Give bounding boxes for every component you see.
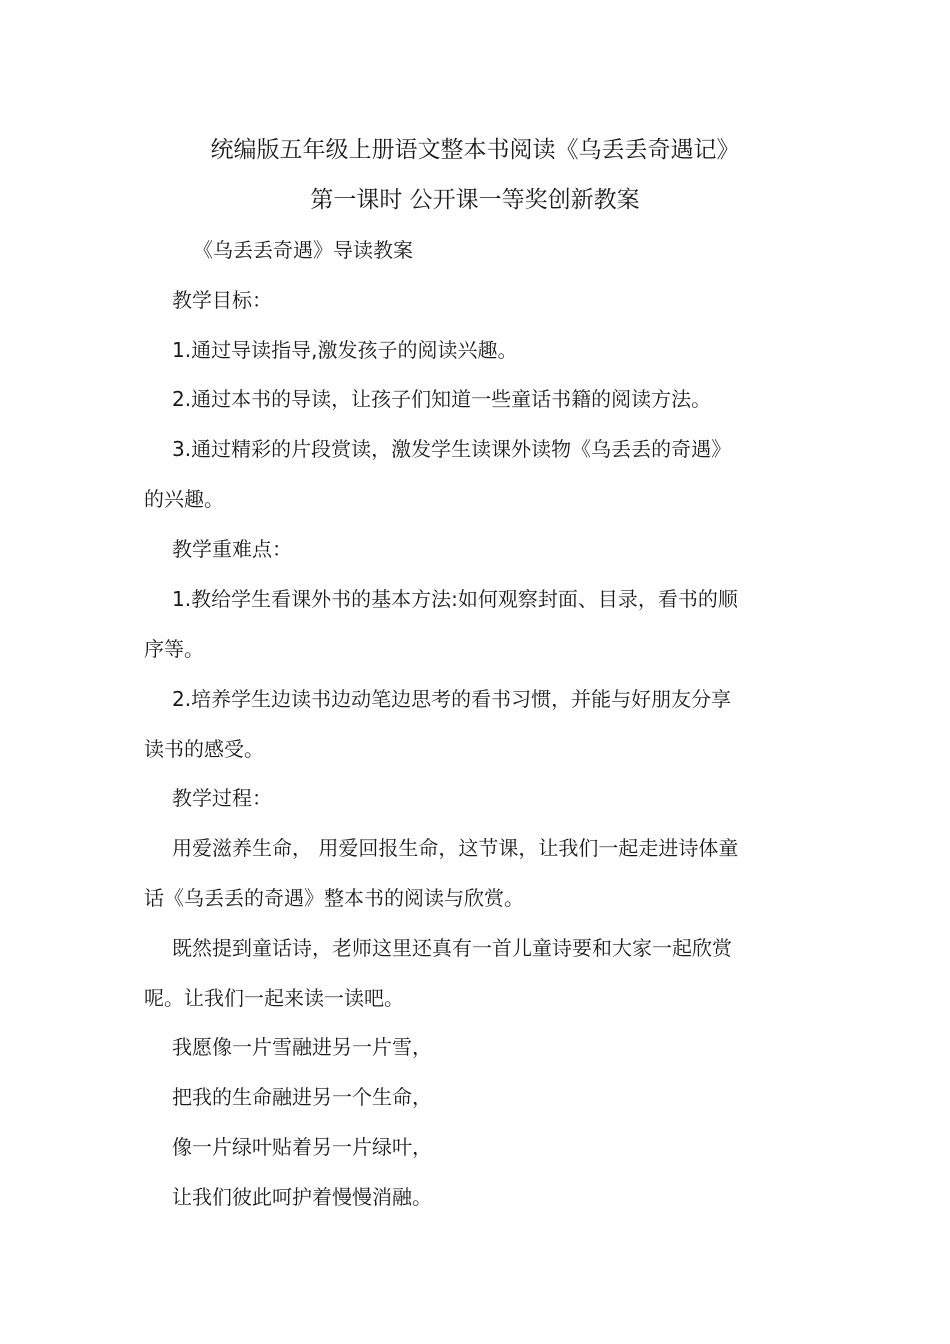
keypoint-2-line-2: 读书的感受。 xyxy=(144,737,264,761)
poem-line-3: 像一片绿叶贴着另一片绿叶， xyxy=(172,1135,432,1159)
objective-3-line-2: 的兴趣。 xyxy=(144,487,224,511)
poem-line-2: 把我的生命融进另一个生命， xyxy=(172,1085,432,1109)
keypoint-1-line-2: 序等。 xyxy=(144,637,204,661)
objective-1: 1.通过导读指导,激发孩子的阅读兴趣。 xyxy=(172,338,518,362)
document-title-line-2: 第一课时 公开课一等奖创新教案 xyxy=(310,187,640,213)
objective-2: 2.通过本书的导读，让孩子们知道一些童话书籍的阅读方法。 xyxy=(172,387,712,411)
keypoint-2-line-1: 2.培养学生边读书边动笔边思考的看书习惯，并能与好朋友分享 xyxy=(172,687,732,711)
paragraph-2-line-1: 既然提到童话诗，老师这里还真有一首儿童诗要和大家一起欣赏 xyxy=(172,936,732,960)
objectives-heading: 教学目标： xyxy=(172,288,272,312)
paragraph-1-line-1: 用爱滋养生命， 用爱回报生命，这节课，让我们一起走进诗体童 xyxy=(172,836,739,860)
keypoint-1-line-1: 1.教给学生看课外书的基本方法:如何观察封面、目录，看书的顺 xyxy=(172,587,738,611)
paragraph-2-line-2: 呢。让我们一起来读一读吧。 xyxy=(144,986,404,1010)
document-subtitle: 《乌丢丢奇遇》导读教案 xyxy=(193,238,413,262)
objective-3-line-1: 3.通过精彩的片段赏读，激发学生读课外读物《乌丢丢的奇遇》 xyxy=(172,437,732,461)
poem-line-1: 我愿像一片雪融进另一片雪， xyxy=(172,1035,432,1059)
poem-line-4: 让我们彼此呵护着慢慢消融。 xyxy=(172,1185,432,1209)
keypoints-heading: 教学重难点： xyxy=(172,537,292,561)
paragraph-1-line-2: 话《乌丢丢的奇遇》整本书的阅读与欣赏。 xyxy=(144,886,524,910)
process-heading: 教学过程： xyxy=(172,786,272,810)
document-title-line-1: 统编版五年级上册语文整本书阅读《乌丢丢奇遇记》 xyxy=(210,137,740,163)
